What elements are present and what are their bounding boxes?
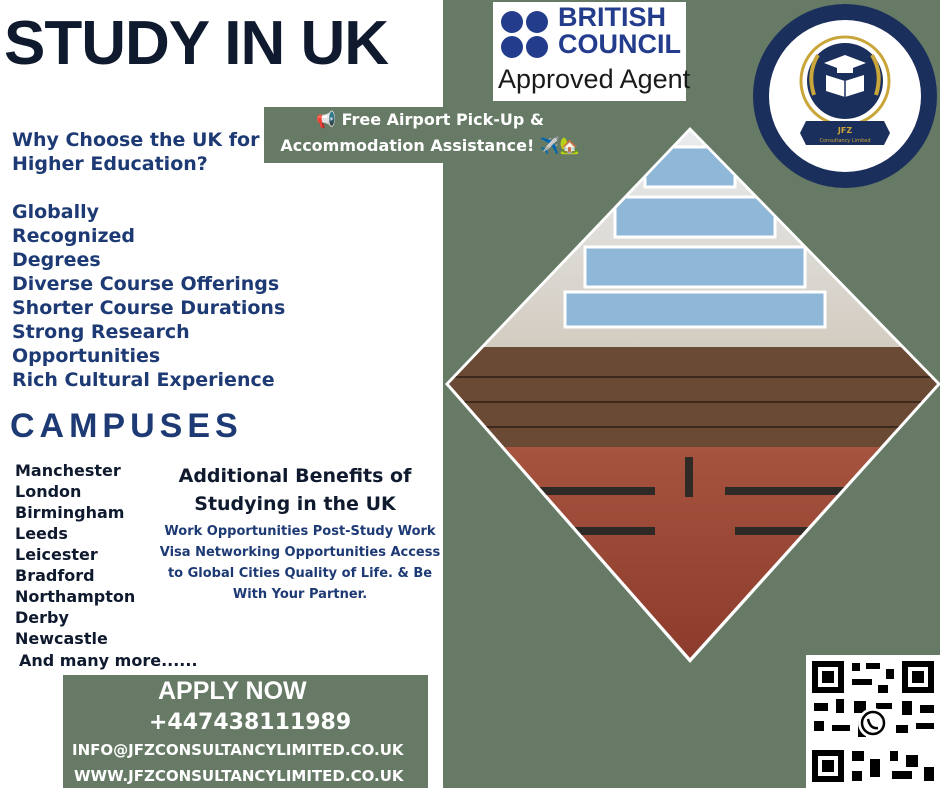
campus-item: Newcastle xyxy=(15,629,108,648)
campus-item: Northampton xyxy=(15,587,136,606)
library-photo xyxy=(445,127,940,663)
benefits-heading: Additional Benefits of Studying in the UK xyxy=(178,465,412,515)
email-address[interactable]: INFO@JFZCONSULTANCYLIMITED.CO.UK xyxy=(72,741,404,759)
why-heading: Why Choose the UK for Higher Education? xyxy=(12,129,260,175)
phone-number[interactable]: +447438111989 xyxy=(149,710,352,735)
campus-item: Leicester xyxy=(15,545,98,564)
british-council-wordmark: BRITISH COUNCIL xyxy=(558,2,681,59)
campus-item: Bradford xyxy=(15,566,95,585)
why-item: Rich Cultural Experience xyxy=(12,369,275,391)
campuses-heading: CAMPUSES xyxy=(10,407,243,445)
campus-item: Derby xyxy=(15,608,69,627)
why-list xyxy=(12,200,312,392)
qr-code[interactable] xyxy=(806,655,940,788)
why-item: Globally Recognized Degrees xyxy=(12,201,136,271)
website-link[interactable]: WWW.JFZCONSULTANCYLIMITED.CO.UK xyxy=(74,767,404,785)
benefits-body: Work Opportunities Post-Study Work Visa Networking Opportunities Access to Global Cities Quality of Life. & Be With Your Partner. xyxy=(159,524,441,602)
page-title: STUDY IN UK xyxy=(4,9,389,78)
logo-text: JFZ xyxy=(837,126,853,135)
why-item: Diverse Course Offerings xyxy=(12,273,280,295)
campus-list xyxy=(15,460,135,649)
campus-item: Leeds xyxy=(15,524,68,543)
campus-item: Manchester xyxy=(15,461,121,480)
why-item: Strong Research Opportunities xyxy=(12,321,190,367)
british-council-dots-icon xyxy=(500,10,550,60)
approved-agent-label: Approved Agent xyxy=(498,64,691,94)
why-item: Shorter Course Durations xyxy=(12,297,286,319)
apply-now-label[interactable]: APPLY NOW xyxy=(158,677,307,705)
campus-item: London xyxy=(15,482,82,501)
logo-subtext: Consultancy Limited xyxy=(819,138,871,144)
banner-line-1: 📢 Free Airport Pick-Up & xyxy=(316,110,544,129)
banner-line-2: Accommodation Assistance! ✈️🏡 xyxy=(280,136,580,155)
campus-item: Birmingham xyxy=(15,503,125,522)
campus-more: And many more...... xyxy=(19,651,198,670)
